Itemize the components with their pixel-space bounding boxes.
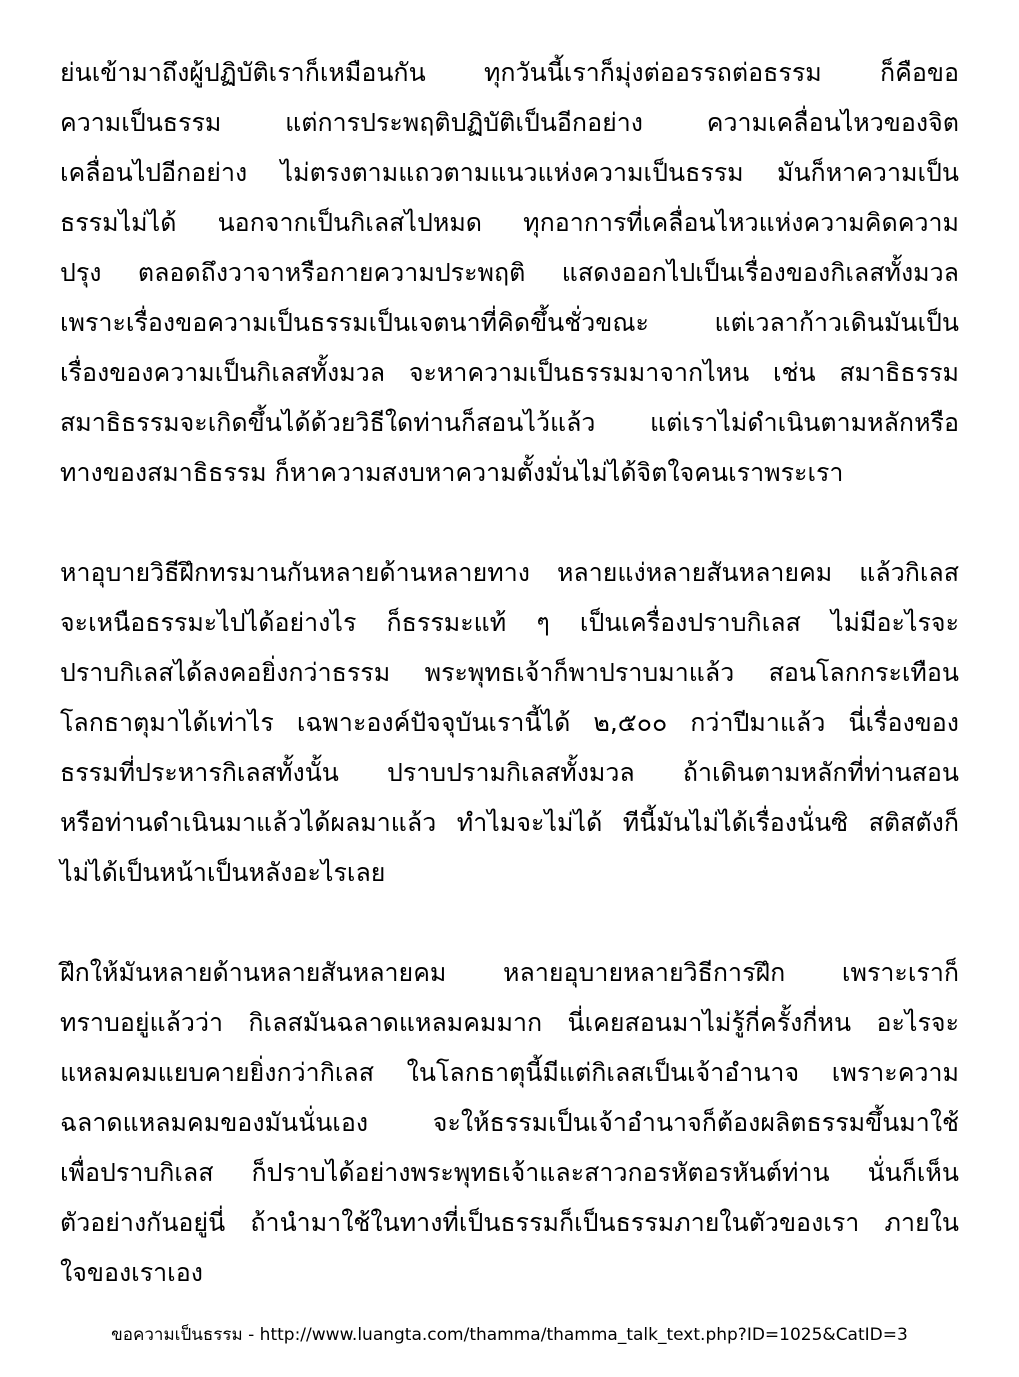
text-line: ปราบกิเลสได้ลงคอยิ่งกว่าธรรม พระพุทธเจ้าก็พาปราบมาแล้ว สอนโลกกระเทือน xyxy=(60,658,959,687)
text-line: ความเป็นธรรม แต่การประพฤติปฏิบัติเป็นอีกอย่าง ความเคลื่อนไหวของจิต xyxy=(60,108,959,137)
text-line: เพราะเรื่องขอความเป็นธรรมเป็นเจตนาที่คิดขึ้นชั่วขณะ แต่เวลาก้าวเดินมันเป็น xyxy=(60,308,959,337)
text-line: ใจของเราเอง xyxy=(60,1258,203,1287)
text-line: ทางของสมาธิธรรม ก็หาความสงบหาความตั้งมั่นไม่ได้จิตใจคนเราพระเรา xyxy=(60,458,844,487)
text-line: ไม่ได้เป็นหน้าเป็นหลังอะไรเลย xyxy=(60,858,386,887)
text-line: หรือท่านดำเนินมาแล้วได้ผลมาแล้ว ทำไมจะไม่ได้ ทีนี้มันไม่ได้เรื่องนั่นซิ สติสตังก็ xyxy=(60,808,959,837)
text-line: ทราบอยู่แล้วว่า กิเลสมันฉลาดแหลมคมมาก นี่เคยสอนมาไม่รู้กี่ครั้งกี่หน อะไรจะ xyxy=(60,1008,959,1037)
paragraph-3 xyxy=(60,948,959,1298)
text-line: ย่นเข้ามาถึงผู้ปฏิบัติเราก็เหมือนกัน ทุกวันนี้เราก็มุ่งต่ออรรถต่อธรรม ก็คือขอ xyxy=(60,58,959,87)
text-line: สมาธิธรรมจะเกิดขึ้นได้ด้วยวิธีใดท่านก็สอนไว้แล้ว แต่เราไม่ดำเนินตามหลักหรือ xyxy=(60,408,959,437)
text-line: ฝึกให้มันหลายด้านหลายสันหลายคม หลายอุบายหลายวิธีการฝึก เพราะเราก็ xyxy=(60,958,959,987)
text-line: เรื่องของความเป็นกิเลสทั้งมวล จะหาความเป็นธรรมมาจากไหน เช่น สมาธิธรรม xyxy=(60,358,959,387)
text-line: เพื่อปราบกิเลส ก็ปราบได้อย่างพระพุทธเจ้าและสาวกอรหัตอรหันต์ท่าน นั่นก็เห็น xyxy=(60,1158,959,1187)
text-line: แหลมคมแยบคายยิ่งกว่ากิเลส ในโลกธาตุนี้มีแต่กิเลสเป็นเจ้าอำนาจ เพราะความ xyxy=(60,1058,959,1087)
text-line: เคลื่อนไปอีกอย่าง ไม่ตรงตามแถวตามแนวแห่งความเป็นธรรม มันก็หาความเป็น xyxy=(60,158,959,187)
text-line: ปรุง ตลอดถึงวาจาหรือกายความประพฤติ แสดงออกไปเป็นเรื่องของกิเลสทั้งมวล xyxy=(60,258,959,287)
text-line: จะเหนือธรรมะไปได้อย่างไร ก็ธรรมะแท้ ๆ เป็นเครื่องปราบกิเลส ไม่มีอะไรจะ xyxy=(60,608,959,637)
paragraph-2 xyxy=(60,548,959,898)
text-line: ธรรมที่ประหารกิเลสทั้งนั้น ปราบปรามกิเลสทั้งมวล ถ้าเดินตามหลักที่ท่านสอน xyxy=(60,758,959,787)
text-line: โลกธาตุมาได้เท่าไร เฉพาะองค์ปัจจุบันเรานี้ได้ ๒,๕๐๐ กว่าปีมาแล้ว นี่เรื่องของ xyxy=(60,708,959,737)
body-text xyxy=(60,48,959,1298)
page-footer: ขอความเป็นธรรม - http://www.luangta.com/thamma/thamma_talk_text.php?ID=1025&CatID=3 xyxy=(111,1325,908,1345)
text-line: หาอุบายวิธีฝึกทรมานกันหลายด้านหลายทาง หลายแง่หลายสันหลายคม แล้วกิเลส xyxy=(60,558,959,587)
text-line: ธรรมไม่ได้ นอกจากเป็นกิเลสไปหมด ทุกอาการที่เคลื่อนไหวแห่งความคิดความ xyxy=(60,208,959,237)
paragraph-1 xyxy=(60,48,959,498)
text-line: ฉลาดแหลมคมของมันนั่นเอง จะให้ธรรมเป็นเจ้าอำนาจก็ต้องผลิตธรรมขึ้นมาใช้ xyxy=(60,1108,959,1137)
text-line: ตัวอย่างกันอยู่นี่ ถ้านำมาใช้ในทางที่เป็นธรรมก็เป็นธรรมภายในตัวของเรา ภายใน xyxy=(60,1208,959,1237)
